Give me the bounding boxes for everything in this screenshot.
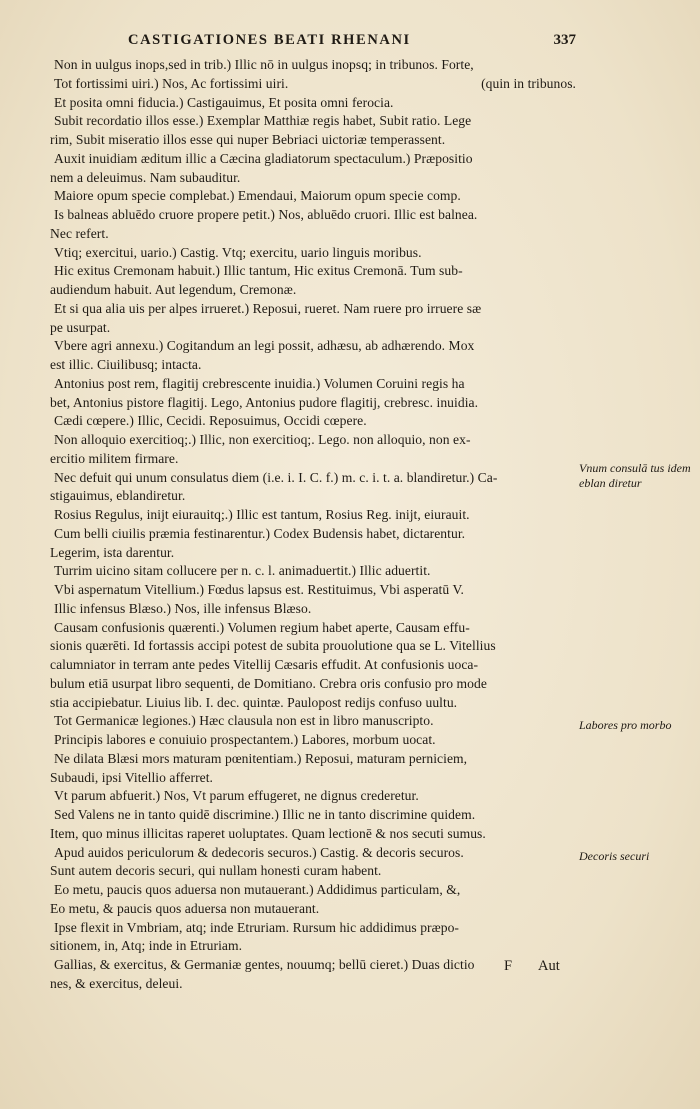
text-line-content: Cædi cœpere.) Illic, Cecidi. Reposuimus, Occidi cœpere.	[54, 413, 367, 429]
margin-note: Vnum consulā tus idem eblan diretur	[579, 461, 691, 490]
text-line-content: ercitio militem firmare.	[50, 450, 179, 466]
text-line	[50, 900, 576, 919]
text-line-content: Tot fortissimi uiri.) Nos, Ac fortissimi uiri.	[54, 75, 289, 91]
text-line-content: Et posita omni fiducia.) Castigauimus, Et posita omni ferocia.	[54, 94, 394, 110]
text-line	[50, 937, 576, 956]
text-line	[50, 506, 576, 525]
text-line	[50, 787, 576, 806]
text-line	[50, 862, 576, 881]
text-line	[50, 112, 576, 131]
text-line-content: Gallias, & exercitus, & Germaniæ gentes, nouumq; bellū cieret.) Duas dictio	[54, 957, 475, 972]
text-line-content: Ne dilata Blæsi mors maturam pœnitentiam.) Reposui, maturam perniciem,	[54, 750, 468, 766]
text-line	[50, 319, 576, 338]
text-line-content: sionis quærēti. Id fortassis accipi potest de subita prouolutione qua se L. Vitellius	[50, 638, 496, 654]
text-line-content: bulum etiā usurpat libro sequenti, de Domitiano. Crebra oris confusio pro mode	[50, 675, 487, 691]
text-line-content: Vbi aspernatum Vitellium.) Fœdus lapsus est. Restituimus, Vbi asperatū V.	[54, 582, 464, 597]
text-line	[50, 469, 576, 488]
text-line	[50, 562, 576, 581]
text-line-content: Et si qua alia uis per alpes irrueret.) Reposui, rueret. Nam ruere pro irruere sæ	[54, 300, 482, 316]
page-number: 337	[553, 32, 576, 48]
running-head: CASTIGATIONES BEATI RHENANI	[128, 32, 411, 48]
text-line-content: Subaudi, ipsi Vitellio afferret.	[50, 769, 213, 785]
text-line	[50, 300, 576, 319]
text-line-content: Non in uulgus inops,sed in trib.) Illic nō in uulgus inopsq; in tribunos. Forte,	[54, 57, 474, 72]
text-line	[50, 206, 576, 225]
text-line	[50, 581, 576, 600]
text-line	[50, 375, 576, 394]
text-line-content: stia accipiebatur. Liuius lib. I. dec. quintæ. Paulopost redijs confuso uultu.	[50, 694, 458, 710]
text-line-content: Hic exitus Cremonam habuit.) Illic tantum, Hic exitus Cremonā. Tum sub-	[54, 263, 463, 279]
text-line-content: Rosius Regulus, inijt eiurauitq;.) Illic est tantum, Rosius Reg. inijt, eiurauit.	[54, 507, 470, 522]
page-header	[128, 32, 576, 54]
text-line	[50, 487, 576, 506]
text-line-content: Legerim, ista darentur.	[50, 544, 175, 560]
text-line-content: Nec refert.	[50, 225, 109, 241]
text-line-content: Sed Valens ne in tanto quidē discrimine.) Illic ne in tanto discrimine quidem.	[54, 807, 476, 822]
text-line-content: Auxit inuidiam æditum illic a Cæcina gladiatorum spectaculum.) Præpositio	[54, 150, 473, 166]
text-line	[50, 769, 576, 788]
margin-note: Labores pro morbo	[579, 718, 672, 732]
text-line	[50, 262, 576, 281]
text-line	[50, 694, 576, 713]
text-line-content: Vtiq; exercitui, uario.) Castig. Vtq; exercitu, uario linguis moribus.	[54, 244, 422, 260]
text-line	[50, 881, 576, 900]
text-line-content: Subit recordatio illos esse.) Exemplar Matthiæ regis habet, Subit ratio. Lege	[54, 113, 472, 129]
text-line-content: rim, Subit miseratio illos esse qui nuper Bebriaci uictoriæ temperassent.	[50, 132, 446, 147]
text-line-content: Illic infensus Blæso.) Nos, ille infensus Blæso.	[54, 600, 312, 616]
text-line	[50, 525, 576, 544]
text-line-content: Eo metu, & paucis quos aduersa non mutauerant.	[50, 900, 320, 916]
text-line	[50, 356, 576, 375]
text-line	[50, 619, 576, 638]
text-line-content: Item, quo minus illicitas raperet uoluptates. Quam lectionē & nos secuti sumus.	[50, 825, 486, 841]
text-line-content: Causam confusionis quærenti.) Volumen regium habet aperte, Causam effu-	[54, 619, 470, 635]
text-line	[50, 150, 576, 169]
text-line-content: calumniator in terram ante pedes Vitellij Cæsaris effudit. At confusionis uoca-	[50, 657, 479, 672]
text-line-content: Ipse flexit in Vmbriam, atq; inde Etruriam. Rursum hic addidimus præpo-	[54, 919, 460, 935]
text-line-content: Tot Germanicæ legiones.) Hæc clausula non est in libro manuscripto.	[54, 713, 434, 729]
text-line	[50, 806, 576, 825]
text-line	[50, 56, 576, 75]
text-line	[50, 750, 576, 769]
text-line-content: nes, & exercitus, deleui.	[50, 975, 183, 991]
body-text	[50, 56, 576, 994]
text-line	[50, 412, 576, 431]
text-line	[50, 281, 576, 300]
text-line	[50, 450, 576, 469]
text-line	[50, 394, 576, 413]
text-line-tail: (quin in tribunos.	[481, 75, 576, 91]
text-line	[50, 225, 576, 244]
text-line-content: Turrim uicino sitam collucere per n. c. l. animaduertit.) Illic aduertit.	[54, 563, 431, 579]
text-line	[50, 825, 576, 844]
text-line	[50, 656, 576, 675]
text-line-content: Vt parum abfuerit.) Nos, Vt parum effugeret, ne dignus crederetur.	[54, 788, 419, 804]
text-line	[50, 337, 576, 356]
text-line-content: Antonius post rem, flagitij crebrescente inuidia.) Volumen Coruini regis ha	[54, 375, 465, 391]
text-line	[50, 94, 576, 113]
text-line	[50, 919, 576, 938]
text-line-content: Vbere agri annexu.) Cogitandum an legi possit, adhæsu, ab adhærendo. Mox	[54, 338, 475, 354]
text-line	[50, 975, 576, 994]
text-line-content: est illic. Ciuilibusq; intacta.	[50, 357, 202, 372]
text-line-content: stigauimus, eblandiretur.	[50, 488, 186, 504]
text-line-content: bet, Antonius pistore flagitij. Lego, Antonius pudore flagitij, crebresc. inuidia.	[50, 394, 479, 410]
text-line	[50, 131, 576, 150]
text-line-content: Is balneas abluēdo cruore propere petit.) Nos, abluēdo cruori. Illic est balnea.	[54, 207, 478, 222]
text-line-content: Nec defuit qui unum consulatus diem (i.e. i. I. C. f.) m. c. i. t. a. blandiretur.) Ca-	[54, 469, 498, 485]
text-line	[50, 844, 576, 863]
text-line-content: sitionem, in, Atq; inde in Etruriam.	[50, 938, 243, 954]
text-line-content: pe usurpat.	[50, 319, 111, 335]
text-line-content: Non alloquio exercitioq;.) Illic, non exercitioq;. Lego. non alloquio, non ex-	[54, 432, 471, 447]
text-line-content: Sunt autem decoris securi, qui nullam honesti curam habent.	[50, 863, 382, 879]
text-line-content: Cum belli ciuilis præmia festinarentur.) Codex Budensis habet, dictarentur.	[54, 525, 466, 541]
text-line	[50, 169, 576, 188]
text-line-content: nem a deleuimus. Nam subauditur.	[50, 169, 241, 185]
text-line	[50, 431, 576, 450]
text-line	[50, 244, 576, 263]
text-line-content: Principis labores e conuiuio prospectantem.) Labores, morbum uocat.	[54, 732, 436, 747]
text-line-content: Eo metu, paucis quos aduersa non mutauerant.) Addidimus particulam, &,	[54, 882, 461, 897]
text-line	[50, 600, 576, 619]
text-line-content: Maiore opum specie complebat.) Emendaui, Maiorum opum specie comp.	[54, 188, 461, 204]
text-line	[50, 75, 576, 94]
text-line	[50, 637, 576, 656]
text-line	[50, 731, 576, 750]
catchword: Aut	[538, 958, 560, 974]
signature-mark: F	[504, 958, 513, 974]
text-line	[50, 544, 576, 563]
text-line	[50, 675, 576, 694]
text-line	[50, 187, 576, 206]
text-line-content: audiendum habuit. Aut legendum, Cremonæ.	[50, 282, 297, 297]
text-line	[50, 956, 576, 975]
text-line-content: Apud auidos periculorum & dedecoris securos.) Castig. & decoris securos.	[54, 844, 464, 860]
text-line	[50, 712, 576, 731]
margin-note: Decoris securi	[579, 849, 650, 863]
